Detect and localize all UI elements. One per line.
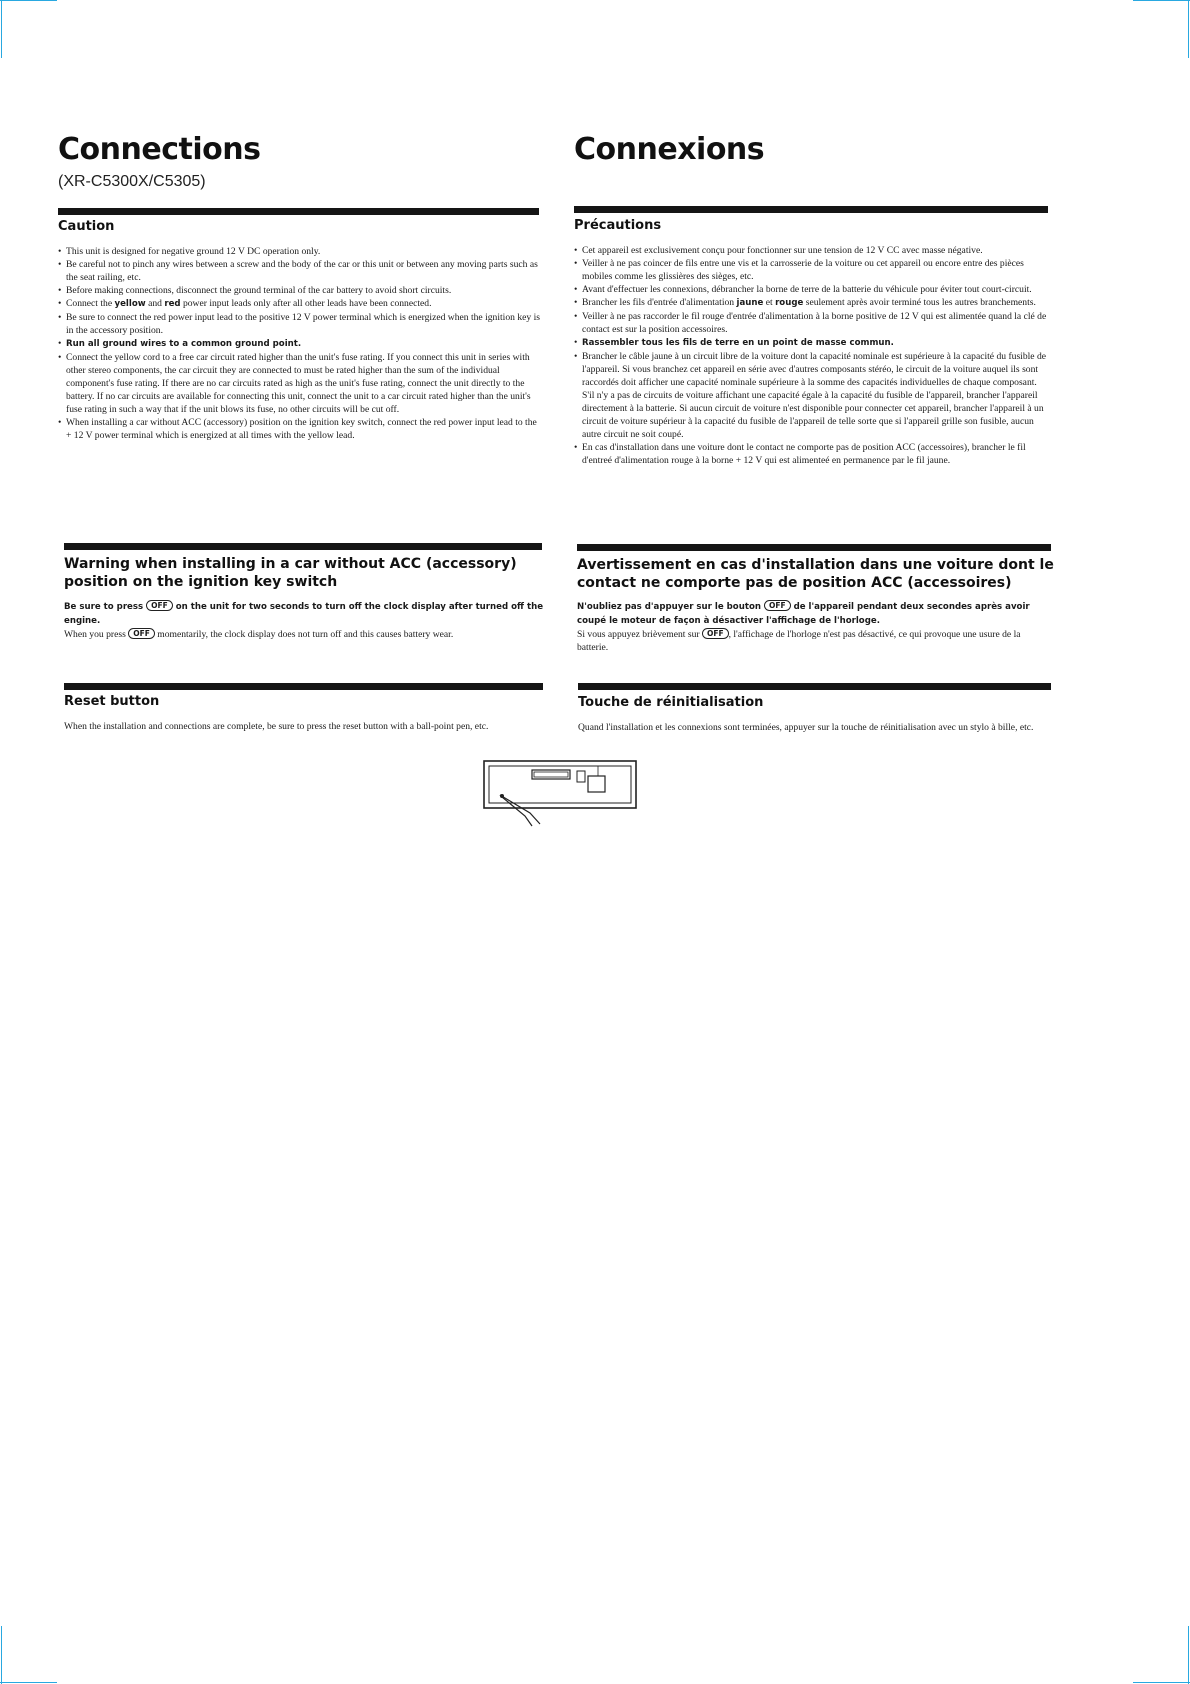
section-rule-caution-fr — [574, 206, 1048, 213]
list-item: • When installing a car without ACC (accessory) position on the ignition key switch, connect the red power input lead to the + 12 V power terminal which is energized at all times with the yellow lead. — [58, 416, 542, 442]
warning-text-bold-en: Be sure to press OFF on the unit for two seconds to turn off the clock display after turned off the engine. When you press OFF momentarily, the clock display does not turn off and this causes battery wear. — [64, 601, 544, 640]
list-item: • Cet appareil est exclusivement conçu pour fonctionner sur une tension de 12 V CC avec masse négative. — [574, 244, 1048, 257]
list-item: • Veiller à ne pas raccorder le fil rouge d'entrée d'alimentation à la borne positive de 12 V qui est alimentée quand la clé de contact est sur la position accessoires. — [574, 310, 1048, 336]
crop-mark-top-right-h — [1133, 0, 1190, 1]
section-rule-reset-en — [64, 683, 543, 690]
list-item: • This unit is designed for negative ground 12 V DC operation only. — [58, 245, 542, 258]
warning-heading-en: Warning when installing in a car without ACC (accessory) position on the ignition key switch — [64, 556, 517, 590]
list-item: • Run all ground wires to a common ground point. — [58, 337, 542, 351]
section-rule-caution-en — [58, 208, 539, 215]
crop-mark-top-right-v — [1188, 0, 1189, 58]
page-title-en: Connections — [58, 132, 261, 167]
off-button-label: OFF — [764, 600, 791, 611]
list-item: • Before making connections, disconnect the ground terminal of the car battery to avoid short circuits. — [58, 284, 542, 297]
crop-mark-bottom-left-h — [0, 1682, 57, 1683]
list-item: • Be careful not to pinch any wires between a screw and the body of the car or this unit or between any moving parts such as the seat railing, etc. — [58, 258, 542, 284]
list-item: • Connect the yellow and red power input leads only after all other leads have been connected. — [58, 297, 542, 311]
crop-mark-bottom-right-v — [1188, 1626, 1189, 1684]
caution-heading-fr: Précautions — [574, 218, 662, 233]
off-button-label: OFF — [128, 628, 155, 639]
reset-heading-en: Reset button — [64, 694, 160, 709]
list-item: • Brancher le câble jaune à un circuit libre de la voiture dont la capacité nominale est supérieure à la capacité du fusible de l'appareil. Si vous branchez cet appareil en série avec d'autres composants stéréo, le circuit de la voiture auquel ils sont raccordés doit afficher une capacité nominale supérieure à la somme des capacités individuelles de chaque composant. S'il n'y a pas de circuits de voiture affichant une capacité égale à la capacité du fusible de l'appareil, brancher l'appareil directement à la batterie. Si aucun circuit de voiture n'est disponible pour connecter cet appareil, brancher l'appareil à un circuit de voiture supérieur à la capacité du fusible de l'appareil de telle sorte que si l'appareil grille son fusible, aucun autre circuit ne soit coupé. — [574, 350, 1048, 441]
caution-heading-en: Caution — [58, 219, 115, 234]
off-button-label: OFF — [146, 600, 173, 611]
list-item: • Connect the yellow cord to a free car circuit rated higher than the unit's fuse rating. If you connect this unit in series with other stereo components, the car circuit they are connected to must be rated higher than the sum of the individual component's fuse rating. If there are no car circuits rated as high as the unit's fuse rating, connect the unit directly to the battery. If no car circuits are available for connecting this unit, connect the unit to a car circuit rated higher than the unit's fuse rating in such a way that if the unit blows its fuse, no other circuits will be cut off. — [58, 351, 542, 416]
crop-mark-top-left-h — [0, 0, 57, 1]
crop-mark-bottom-left-v — [1, 1626, 2, 1684]
reset-text-en: When the installation and connections are complete, be sure to press the reset button with a ball-point pen, etc. — [64, 721, 489, 732]
crop-mark-bottom-right-h — [1133, 1682, 1190, 1683]
model-number: (XR-C5300X/C5305) — [58, 173, 206, 190]
reset-button-diagram — [480, 758, 640, 828]
section-rule-warning-fr — [577, 544, 1051, 551]
off-button-label: OFF — [702, 628, 729, 639]
caution-list-en — [58, 245, 542, 442]
list-item: • Brancher les fils d'entrée d'alimentation jaune et rouge seulement après avoir terminé tous les autres branchements. — [574, 296, 1048, 310]
reset-text-fr: Quand l'installation et les connexions sont terminées, appuyer sur la touche de réinitialisation avec un stylo à bille, etc. — [578, 722, 1034, 733]
page-title-fr: Connexions — [574, 132, 765, 167]
warning-text-bold-fr: N'oubliez pas d'appuyer sur le bouton OFF de l'appareil pendant deux secondes après avoir coupé le moteur de façon à désactiver l'affichage de l'horloge. Si vous appuyez brièvement sur OFF , l'affichage de l'horloge n'est pas désactivé, ce qui provoque une usure de la batterie. — [577, 601, 1030, 653]
list-item: • Veiller à ne pas coincer de fils entre une vis et la carrosserie de la voiture ou cet appareil ou encore entre des pièces mobiles comme les glissières des sièges, etc. — [574, 257, 1048, 283]
list-item: • Be sure to connect the red power input lead to the positive 12 V power terminal which is energized when the ignition key is in the accessory position. — [58, 311, 542, 337]
section-rule-reset-fr — [578, 683, 1051, 690]
list-item: • Avant d'effectuer les connexions, débrancher la borne de terre de la batterie du véhicule pour éviter tout court-circuit. — [574, 283, 1048, 296]
crop-mark-top-left-v — [1, 0, 2, 58]
warning-heading-fr: Avertissement en cas d'installation dans une voiture dont le contact ne comporte pas de position ACC (accessoires) — [577, 557, 1054, 591]
caution-list-fr — [574, 244, 1048, 467]
section-rule-warning-en — [64, 543, 542, 550]
reset-heading-fr: Touche de réinitialisation — [578, 695, 764, 710]
list-item: • Rassembler tous les fils de terre en un point de masse commun. — [574, 336, 1048, 350]
list-item: • En cas d'installation dans une voiture dont le contact ne comporte pas de position ACC (accessoires), brancher le fil d'entreé d'alimentation rouge à la borne + 12 V qui est alimenteé en permanence par le fil jaune. — [574, 441, 1048, 467]
